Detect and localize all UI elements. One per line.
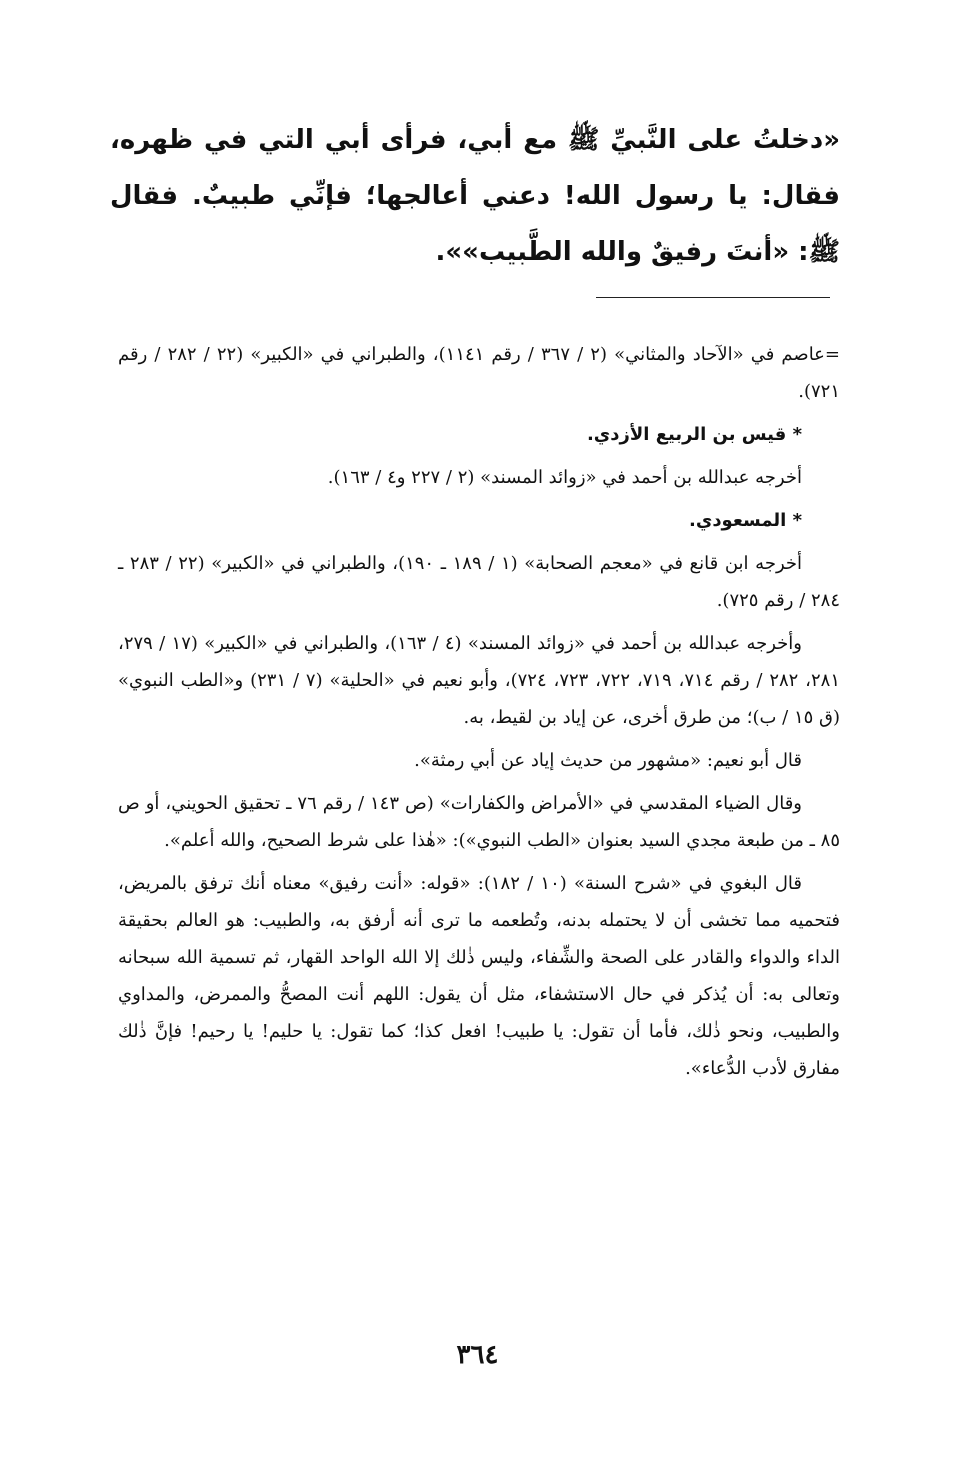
footnote-divider (596, 297, 830, 298)
footnote-paragraph: وقال الضياء المقدسي في «الأمراض والكفارات» (ص ١٤٣ / رقم ٧٦ ـ تحقيق الحويني، أو ص ٨٥ ـ من طبعة مجدي السيد بعنوان «الطب النبوي»): «هٰذا على شرط الصحيح، والله أعلم». (118, 793, 840, 851)
footnote-heading: * المسعودي. (688, 510, 802, 531)
footnote-paragraph: وأخرجه عبدالله بن أحمد في «زوائد المسند» (٤ / ١٦٣)، والطبراني في «الكبير» (١٧ / ٢٧٩، ٢٨١، ٢٨٢ / رقم ٧١٤، ٧١٩، ٧٢٢، ٧٢٣، ٧٢٤)، وأبو نعيم في «الحلية» (٧ / ٢٣١) و«الطب النبوي» (ق ١٥ / ب)؛ من طرق أخرى، عن إياد بن لقيط، به. (118, 633, 841, 728)
footnote-paragraph: قال أبو نعيم: «مشهور من حديث إياد عن أبي رمثة». (414, 750, 802, 771)
footnote-paragraph: =عاصم في «الآحاد والمثاني» (٢ / ٣٦٧ / رقم ١١٤١)، والطبراني في «الكبير» (٢٢ / ٢٨٢ / رقم ٧٢١). (118, 344, 840, 402)
footnote-paragraph: قال البغوي في «شرح السنة» (١٠ / ١٨٢): «قوله: «أنت رفيق» معناه أنك ترفق بالمريض، فتحميه مما تخشى أن لا يحتمله بدنه، وتُطعمه ما ترى أنه أرفق به، والطبيب: هو العالم بحقيقة الداء والدواء والقادر على الصحة والشِّفاء، وليس ذٰلك إلا الله الواحد القهار، ثم تسمية الله سبحانه وتعالى به: أن يُذكر في حال الاستشفاء، مثل أن يقول: اللهم أنت المصحُّ والممرض، والمداوي والطبيب، ونحو ذٰلك، فأما أن تقول: يا طبيب! افعل كذا؛ كما تقول: يا حليم! يا رحيم! فإنَّ ذٰلك مفارق لأدب الدُّعاء». (118, 873, 840, 1079)
footnote-paragraph: أخرجه عبدالله بن أحمد في «زوائد المسند» (٢ / ٢٢٧ و٤ / ١٦٣). (327, 467, 802, 488)
page-number: ٣٦٤ (456, 1340, 499, 1370)
main-hadith-text: «دخلتُ على النَّبيِّ ﷺ مع أبي، فرأى أبي التي في ظهره، فقال: يا رسول الله! دعني أعالجها؛ فإنِّي طبيبٌ. فقال ﷺ: «أنتَ رفيقٌ والله الطَّبيب»». (110, 125, 840, 267)
footnotes (118, 336, 840, 1093)
footnote-paragraph: أخرجه ابن قانع في «معجم الصحابة» (١ / ١٨٩ ـ ١٩٠)، والطبراني في «الكبير» (٢٢ / ٢٨٣ ـ ٢٨٤ / رقم ٧٢٥). (118, 553, 840, 611)
footnote-heading: * قيس بن الربيع الأزدي. (586, 424, 802, 445)
